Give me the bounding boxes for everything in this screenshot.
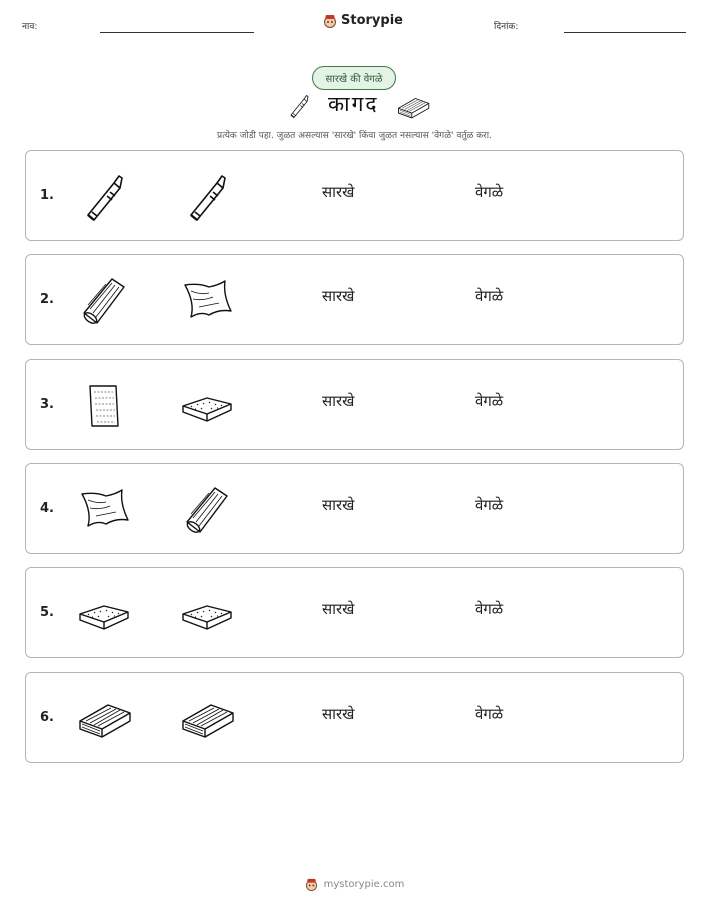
option-different[interactable]: वेगळे — [475, 496, 504, 514]
option-same[interactable]: सारखे — [322, 392, 355, 410]
sponge-icon — [76, 586, 132, 642]
option-different[interactable]: वेगळे — [475, 287, 504, 305]
option-same[interactable]: सारखे — [322, 496, 355, 514]
option-same[interactable]: सारखे — [322, 600, 355, 618]
crayon-icon — [179, 169, 235, 225]
sponge-icon — [179, 586, 235, 642]
question-number: 4. — [40, 501, 54, 516]
instructions: प्रत्येक जोडी पहा. जुळत असल्यास 'सारखे' किंवा जुळत नसल्यास 'वेगळे' वर्तुळ करा. — [216, 131, 492, 141]
option-same[interactable]: सारखे — [322, 183, 355, 201]
question-number: 3. — [40, 397, 54, 412]
option-same[interactable]: सारखे — [322, 287, 355, 305]
cloth-icon — [179, 273, 235, 329]
footer-url: mystorypie.com — [323, 879, 405, 890]
question-row — [25, 359, 684, 450]
question-row — [25, 567, 684, 658]
brand-name: Storypie — [341, 13, 403, 28]
topic-badge: सारखे की वेगळे — [312, 66, 396, 90]
name-line[interactable] — [100, 32, 254, 33]
question-number: 5. — [40, 605, 54, 620]
paper-icon — [76, 378, 132, 434]
footer — [0, 878, 709, 891]
option-same[interactable]: सारखे — [322, 705, 355, 723]
question-row — [25, 672, 684, 763]
question-number: 1. — [40, 188, 54, 203]
option-different[interactable]: वेगळे — [475, 392, 504, 410]
wood-log-icon — [76, 273, 132, 329]
cloth-icon — [76, 482, 132, 538]
crayon-icon — [76, 169, 132, 225]
question-row — [25, 254, 684, 345]
question-number: 6. — [40, 710, 54, 725]
wood-log-icon — [179, 482, 235, 538]
wood-plank-icon — [179, 691, 235, 747]
question-number: 2. — [40, 292, 54, 307]
brand-logo — [323, 13, 403, 28]
date-line[interactable] — [564, 32, 686, 33]
wood-plank-icon — [76, 691, 132, 747]
option-different[interactable]: वेगळे — [475, 600, 504, 618]
storypie-mascot-icon — [305, 878, 318, 891]
date-label: दिनांक: — [494, 22, 519, 32]
page-title: कागद — [328, 92, 379, 116]
sponge-icon — [179, 378, 235, 434]
name-label: नाव: — [22, 22, 38, 32]
storypie-mascot-icon — [323, 14, 337, 28]
question-row — [25, 463, 684, 554]
option-different[interactable]: वेगळे — [475, 705, 504, 723]
crayon-icon — [285, 92, 313, 120]
wood-plank-icon — [396, 90, 430, 124]
question-row — [25, 150, 684, 241]
title-row — [0, 90, 709, 122]
option-different[interactable]: वेगळे — [475, 183, 504, 201]
